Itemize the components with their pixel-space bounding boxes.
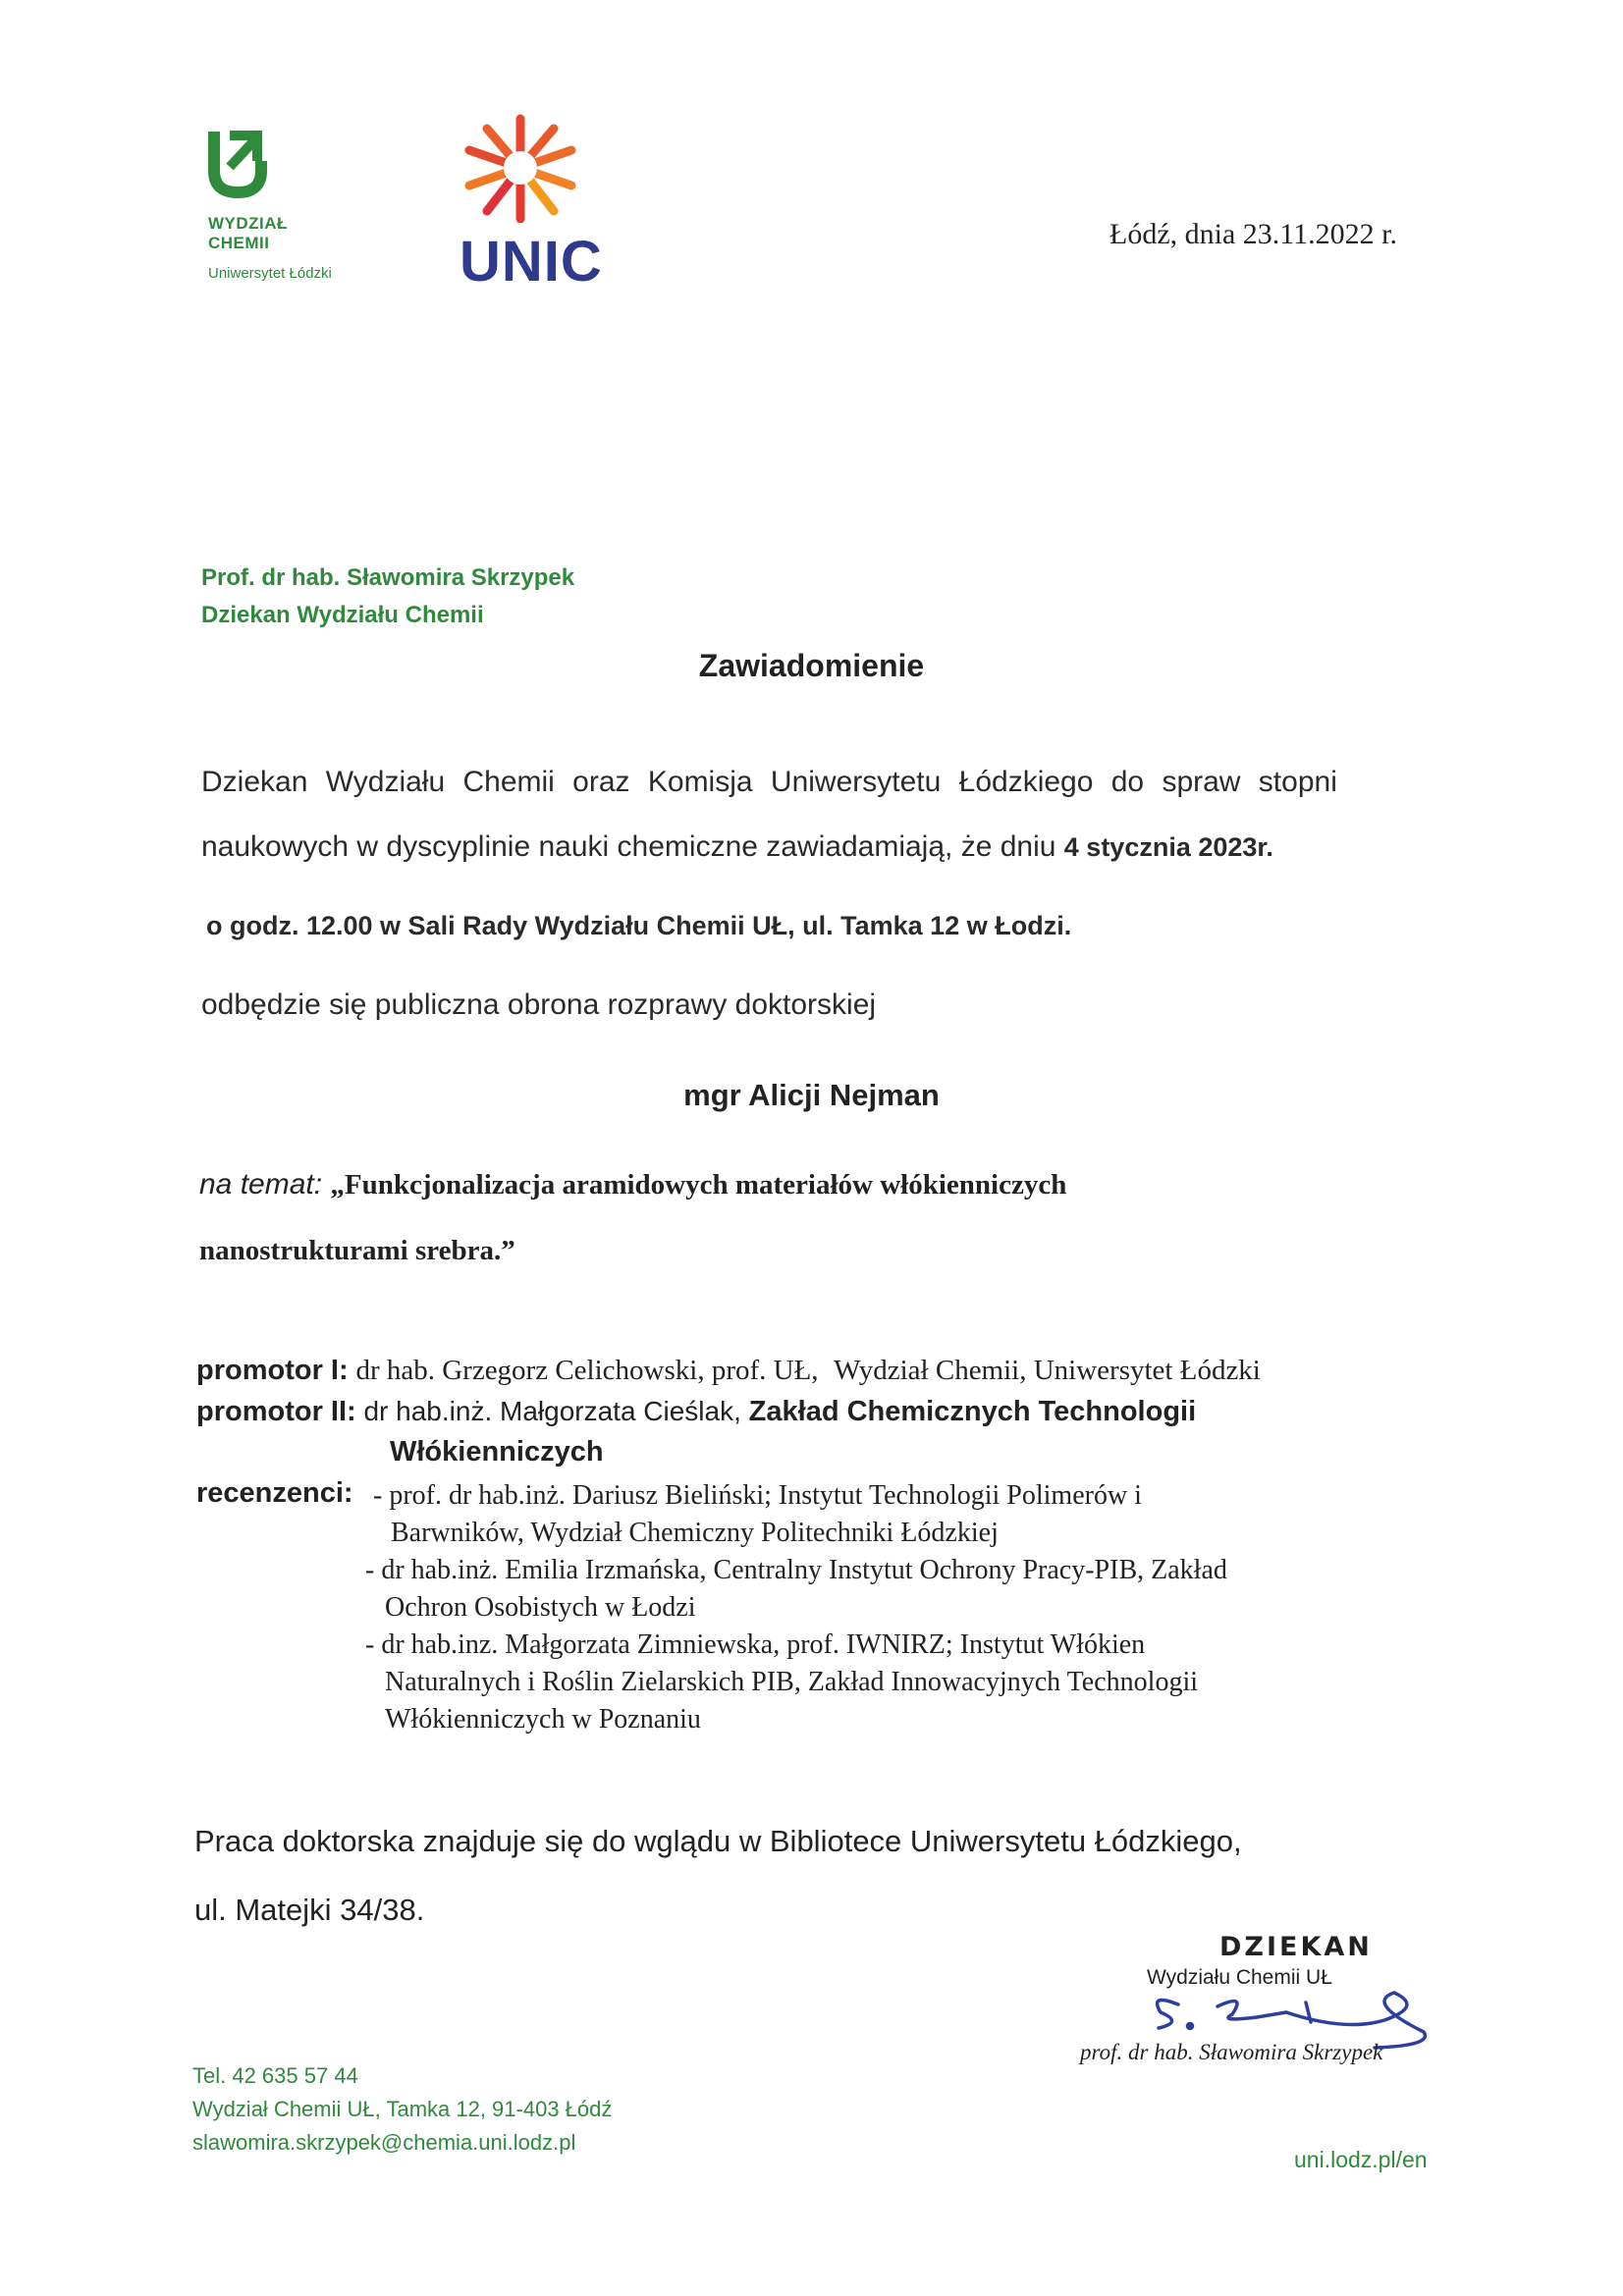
footer-phone: Tel. 42 635 57 44 [192,2063,358,2088]
reviewer-line: Ochron Osobistych w Łodzi [385,1592,696,1623]
faculty-mark-icon [208,128,277,201]
reviewers-label: recenzenci: [196,1477,353,1509]
reviewer-line: Naturalnych i Roślin Zielarskich PIB, Zakład Innowacyjnych Technologii [385,1667,1198,1697]
promotor-2 [196,1396,1196,1428]
addressee-position: Dziekan Wydziału Chemii [201,602,484,628]
promotor-2-affiliation: Zakład Chemicznych Technologii [748,1396,1197,1427]
intro-line-2 [201,830,1273,864]
closing-line-1: Praca doktorska znajduje się do wglądu w Bibliotece Uniwersytetu Łódzkiego, [194,1824,1242,1858]
intro-line-2-text: naukowych w dyscyplinie nauki chemiczne zawiadamiają, że dniu [201,830,1064,863]
defense-date: 4 stycznia 2023r. [1063,832,1273,862]
promotor-2-name: dr hab.inż. Małgorzata Cieślak, [363,1396,741,1426]
dean-stamp-title: DZIEKAN [1219,1932,1373,1962]
dean-name: prof. dr hab. Sławomira Skrzypek [1080,2040,1383,2064]
reviewer-line: Włókienniczych w Poznaniu [385,1704,701,1735]
topic-line-1 [199,1168,1066,1201]
topic-title-2: nanostrukturami srebra.” [199,1235,515,1266]
faculty-logo [206,128,383,294]
topic-title-1: „Funkcjonalizacja aramidowych materiałów włókienniczych [330,1169,1067,1201]
promotor-1 [196,1355,1261,1387]
intro-line-4: odbędzie się publiczna obrona rozprawy doktorskiej [201,988,877,1021]
faculty-logo-text: WYDZIAŁ CHEMII [208,214,288,252]
footer-website[interactable]: uni.lodz.pl/en [1294,2147,1428,2172]
addressee-name: Prof. dr hab. Sławomira Skrzypek [201,564,575,591]
reviewer-line: Barwników, Wydział Chemiczny Politechniki Łódzkiej [391,1518,999,1548]
dean-stamp-subtitle: Wydziału Chemii UŁ [1147,1966,1332,1989]
page-title: Zawiadomienie [698,648,925,683]
promotor-1-name: dr hab. Grzegorz Celichowski, prof. UŁ, [355,1355,819,1386]
footer-email[interactable]: slawomira.skrzypek@chemia.uni.lodz.pl [192,2130,576,2155]
topic-lead: na temat: [199,1168,323,1201]
promotor-2-affiliation-cont: Włókienniczych [390,1436,604,1468]
candidate-name: mgr Alicji Nejman [683,1078,940,1112]
unic-logo [460,113,603,299]
unic-logo-text: UNIC [460,230,603,294]
intro-line-1: Dziekan Wydziału Chemii oraz Komisja Uniwersytetu Łódzkiego do spraw stopni [201,766,1337,798]
addressee [201,560,574,634]
footer-contact [192,2059,612,2160]
reviewer-line: - dr hab.inż. Emilia Irzmańska, Centralny Instytut Ochrony Pracy-PIB, Zakład [365,1555,1227,1585]
defense-time-place: o godz. 12.00 w Sali Rady Wydziału Chemii UŁ, ul. Tamka 12 w Łodzi. [206,911,1072,940]
promotor-2-label: promotor II: [196,1396,356,1427]
footer-address: Wydział Chemii UŁ, Tamka 12, 91-403 Łódź [192,2097,613,2121]
closing-line-2: ul. Matejki 34/38. [194,1893,425,1927]
reviewer-line: - prof. dr hab.inż. Dariusz Bieliński; Instytut Technologii Polimerów i [373,1480,1142,1511]
promotor-1-label: promotor I: [196,1355,349,1386]
faculty-logo-subtitle: Uniwersytet Łódzki [208,265,332,282]
reviewer-line: - dr hab.inz. Małgorzata Zimniewska, prof. IWNIRZ; Instytut Włókien [365,1629,1146,1660]
promotor-1-affiliation: Wydział Chemii, Uniwersytet Łódzki [834,1355,1261,1386]
letter-date: Łódź, dnia 23.11.2022 r. [1109,218,1398,250]
unic-starburst-icon [460,113,581,223]
